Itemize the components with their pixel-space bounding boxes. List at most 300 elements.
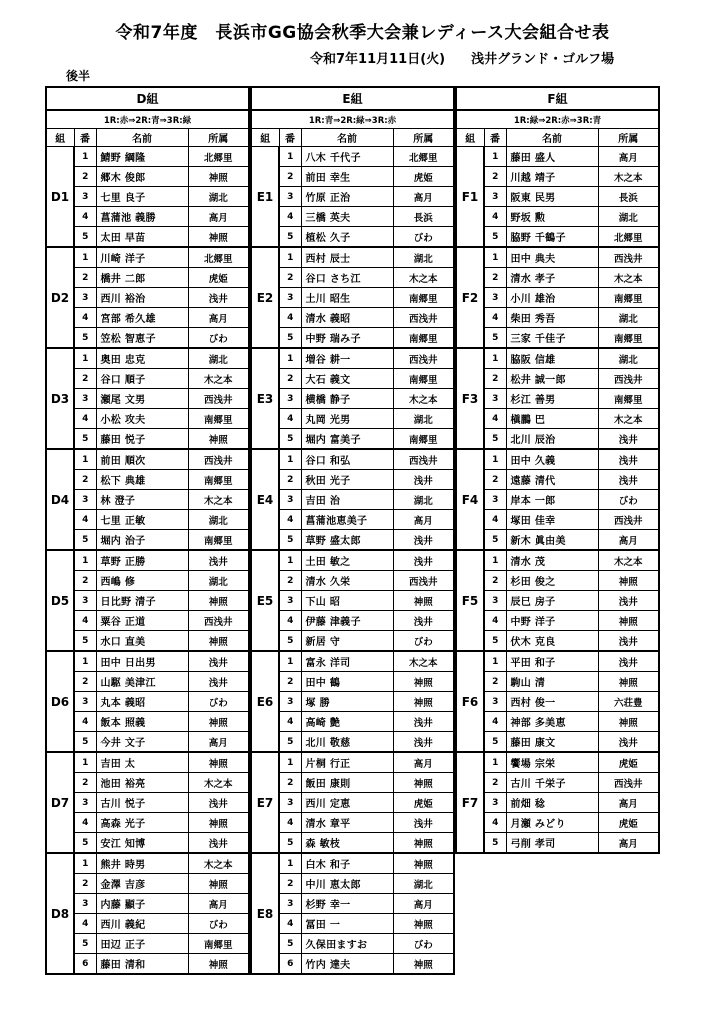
player-club: 南郷里 bbox=[598, 389, 659, 409]
table-row bbox=[46, 429, 249, 450]
player-name: 日比野 清子 bbox=[96, 591, 188, 611]
group-id: E6 bbox=[251, 651, 279, 752]
player-name: 森 敏枝 bbox=[301, 833, 393, 854]
player-name: 弓削 孝司 bbox=[506, 833, 598, 854]
player-club: 北郷里 bbox=[188, 247, 249, 268]
player-club: 木之本 bbox=[393, 651, 454, 672]
player-club: 西浅井 bbox=[598, 247, 659, 268]
player-club: 神照 bbox=[188, 631, 249, 652]
player-name: 田中 日出男 bbox=[96, 651, 188, 672]
table-row bbox=[46, 591, 249, 611]
player-club: 高月 bbox=[598, 530, 659, 551]
player-name: 菖蒲池 義勝 bbox=[96, 207, 188, 227]
player-name: 高森 光子 bbox=[96, 813, 188, 833]
player-club: 神照 bbox=[393, 853, 454, 874]
player-name: 小松 攻夫 bbox=[96, 409, 188, 429]
group-id: D1 bbox=[46, 147, 74, 248]
player-name: 冨田 一 bbox=[301, 914, 393, 934]
player-name: 堀内 富美子 bbox=[301, 429, 393, 450]
table-row bbox=[46, 894, 249, 914]
player-club: 木之本 bbox=[393, 389, 454, 409]
group-id: E2 bbox=[251, 247, 279, 348]
player-name: 田辺 正子 bbox=[96, 934, 188, 954]
player-club: 神照 bbox=[393, 591, 454, 611]
player-name: 熊井 時男 bbox=[96, 853, 188, 874]
player-number: 5 bbox=[74, 833, 96, 854]
player-club: 神照 bbox=[598, 611, 659, 631]
player-number: 3 bbox=[279, 288, 301, 308]
player-club: 浅井 bbox=[393, 530, 454, 551]
table-row bbox=[251, 409, 454, 429]
table-row bbox=[251, 954, 454, 975]
player-name: 松井 誠一郎 bbox=[506, 369, 598, 389]
round-rule: 1R:青⇒2R:緑⇒3R:赤 bbox=[251, 110, 454, 129]
player-number: 2 bbox=[279, 773, 301, 793]
table-row bbox=[251, 914, 454, 934]
player-number: 4 bbox=[484, 409, 506, 429]
table-row bbox=[456, 611, 659, 631]
player-number: 2 bbox=[74, 571, 96, 591]
player-name: 岸本 一郎 bbox=[506, 490, 598, 510]
player-number: 4 bbox=[74, 308, 96, 328]
table-row bbox=[456, 389, 659, 409]
group-id: E5 bbox=[251, 550, 279, 651]
player-name: 土田 敏之 bbox=[301, 550, 393, 571]
table-row bbox=[456, 429, 659, 450]
player-club: 南郷里 bbox=[188, 934, 249, 954]
player-club: 北郷里 bbox=[188, 147, 249, 167]
player-number: 5 bbox=[74, 631, 96, 652]
player-name: 内藤 顯子 bbox=[96, 894, 188, 914]
player-name: 伏木 克良 bbox=[506, 631, 598, 652]
player-number: 2 bbox=[484, 268, 506, 288]
player-number: 4 bbox=[279, 409, 301, 429]
player-club: 西浅井 bbox=[188, 449, 249, 470]
player-name: 杉田 俊之 bbox=[506, 571, 598, 591]
player-number: 2 bbox=[74, 672, 96, 692]
player-club: びわ bbox=[188, 328, 249, 349]
player-name: 丸本 義昭 bbox=[96, 692, 188, 712]
table-row bbox=[46, 247, 249, 268]
player-number: 1 bbox=[484, 147, 506, 167]
table-row bbox=[251, 227, 454, 248]
table-row bbox=[251, 894, 454, 914]
table-row bbox=[456, 773, 659, 793]
table-row bbox=[46, 712, 249, 732]
player-club: 高月 bbox=[598, 833, 659, 854]
player-club: びわ bbox=[598, 490, 659, 510]
player-name: 吉田 太 bbox=[96, 752, 188, 773]
player-name: 田中 久義 bbox=[506, 449, 598, 470]
player-number: 3 bbox=[74, 692, 96, 712]
table-row bbox=[46, 672, 249, 692]
player-club: 南郷里 bbox=[188, 470, 249, 490]
column-header-club: 所属 bbox=[393, 129, 454, 147]
player-number: 4 bbox=[484, 813, 506, 833]
player-name: 橋井 二郎 bbox=[96, 268, 188, 288]
table-row bbox=[46, 510, 249, 530]
table-row bbox=[46, 571, 249, 591]
player-name: 郷木 俊郎 bbox=[96, 167, 188, 187]
player-name: 三家 千佳子 bbox=[506, 328, 598, 349]
table-row bbox=[251, 207, 454, 227]
player-number: 2 bbox=[484, 167, 506, 187]
table-row bbox=[456, 530, 659, 551]
group-id: F2 bbox=[456, 247, 484, 348]
player-number: 3 bbox=[484, 389, 506, 409]
player-name: 清水 章平 bbox=[301, 813, 393, 833]
player-club: 浅井 bbox=[188, 651, 249, 672]
player-number: 5 bbox=[279, 429, 301, 450]
table-row bbox=[456, 470, 659, 490]
table-row bbox=[456, 752, 659, 773]
player-number: 1 bbox=[279, 147, 301, 167]
table-row bbox=[456, 449, 659, 470]
table-row bbox=[251, 611, 454, 631]
table-row bbox=[251, 833, 454, 854]
table-row bbox=[251, 853, 454, 874]
player-club: 神照 bbox=[393, 692, 454, 712]
player-club: 南郷里 bbox=[393, 328, 454, 349]
player-name: 清水 久栄 bbox=[301, 571, 393, 591]
player-club: 高月 bbox=[598, 793, 659, 813]
player-name: 藤田 清和 bbox=[96, 954, 188, 975]
player-club: 西浅井 bbox=[598, 510, 659, 530]
player-number: 3 bbox=[74, 389, 96, 409]
table-row bbox=[251, 389, 454, 409]
player-club: 湖北 bbox=[188, 510, 249, 530]
player-club: 南郷里 bbox=[188, 409, 249, 429]
table-row bbox=[46, 692, 249, 712]
group-id: D8 bbox=[46, 853, 74, 974]
table-row bbox=[46, 773, 249, 793]
player-club: 湖北 bbox=[393, 490, 454, 510]
player-name: 増谷 耕一 bbox=[301, 348, 393, 369]
player-club: 浅井 bbox=[598, 732, 659, 753]
group-id: F7 bbox=[456, 752, 484, 853]
table-row bbox=[251, 692, 454, 712]
player-club: 浅井 bbox=[188, 833, 249, 854]
player-club: 神照 bbox=[188, 874, 249, 894]
player-number: 3 bbox=[74, 490, 96, 510]
player-name: 西村 辰士 bbox=[301, 247, 393, 268]
table-row bbox=[251, 348, 454, 369]
player-name: 辰巳 房子 bbox=[506, 591, 598, 611]
table-row bbox=[456, 207, 659, 227]
player-club: 神照 bbox=[598, 712, 659, 732]
player-number: 5 bbox=[74, 934, 96, 954]
player-name: 三橋 英夫 bbox=[301, 207, 393, 227]
page-title: 令和7年度 長浜市GG協会秋季大会兼レディース大会組合せ表 bbox=[115, 23, 610, 43]
player-name: 饗場 宗栄 bbox=[506, 752, 598, 773]
player-number: 5 bbox=[484, 530, 506, 551]
player-name: 柴田 秀吾 bbox=[506, 308, 598, 328]
player-club: 西浅井 bbox=[393, 571, 454, 591]
player-number: 3 bbox=[484, 793, 506, 813]
table-row bbox=[456, 348, 659, 369]
player-number: 1 bbox=[279, 550, 301, 571]
player-number: 4 bbox=[74, 510, 96, 530]
column-header-club: 所属 bbox=[188, 129, 249, 147]
player-number: 2 bbox=[484, 672, 506, 692]
table-row bbox=[251, 187, 454, 207]
player-number: 2 bbox=[74, 167, 96, 187]
player-club: 高月 bbox=[188, 308, 249, 328]
player-club: 浅井 bbox=[393, 813, 454, 833]
player-number: 1 bbox=[484, 550, 506, 571]
group-id: D7 bbox=[46, 752, 74, 853]
player-club: びわ bbox=[393, 631, 454, 652]
table-row bbox=[456, 651, 659, 672]
player-number: 1 bbox=[74, 147, 96, 167]
player-number: 2 bbox=[74, 874, 96, 894]
player-club: 神照 bbox=[393, 954, 454, 975]
player-name: 藤田 悦子 bbox=[96, 429, 188, 450]
player-club: 木之本 bbox=[393, 268, 454, 288]
player-number: 4 bbox=[74, 409, 96, 429]
player-club: 虎姫 bbox=[393, 167, 454, 187]
player-club: 木之本 bbox=[188, 369, 249, 389]
player-name: 槇鵬 巴 bbox=[506, 409, 598, 429]
player-number: 2 bbox=[279, 874, 301, 894]
player-club: 神照 bbox=[188, 712, 249, 732]
table-row bbox=[456, 631, 659, 652]
player-number: 1 bbox=[279, 348, 301, 369]
player-club: 浅井 bbox=[598, 631, 659, 652]
player-club: 神照 bbox=[188, 167, 249, 187]
table-row bbox=[456, 187, 659, 207]
player-club: 南郷里 bbox=[393, 429, 454, 450]
player-name: 金澤 吉彦 bbox=[96, 874, 188, 894]
column-header-group: 組 bbox=[456, 129, 484, 147]
table-row bbox=[46, 954, 249, 975]
player-club: 浅井 bbox=[598, 449, 659, 470]
table-row bbox=[251, 510, 454, 530]
player-number: 1 bbox=[74, 449, 96, 470]
player-name: 植松 久子 bbox=[301, 227, 393, 248]
table-row bbox=[46, 348, 249, 369]
player-club: 浅井 bbox=[598, 651, 659, 672]
player-number: 5 bbox=[74, 732, 96, 753]
player-name: 阪東 民男 bbox=[506, 187, 598, 207]
player-number: 4 bbox=[279, 308, 301, 328]
player-club: 長浜 bbox=[393, 207, 454, 227]
player-number: 4 bbox=[484, 510, 506, 530]
table-row bbox=[456, 147, 659, 167]
player-club: 神照 bbox=[598, 672, 659, 692]
player-club: 湖北 bbox=[188, 187, 249, 207]
player-name: 清水 義昭 bbox=[301, 308, 393, 328]
player-number: 4 bbox=[74, 207, 96, 227]
player-name: 吉田 治 bbox=[301, 490, 393, 510]
player-name: 下山 昭 bbox=[301, 591, 393, 611]
player-number: 5 bbox=[74, 429, 96, 450]
table-row bbox=[251, 732, 454, 753]
table-row bbox=[46, 530, 249, 551]
player-number: 4 bbox=[484, 611, 506, 631]
player-number: 3 bbox=[74, 591, 96, 611]
player-number: 2 bbox=[484, 571, 506, 591]
player-club: 北郷里 bbox=[393, 147, 454, 167]
player-number: 1 bbox=[74, 247, 96, 268]
player-club: 浅井 bbox=[393, 550, 454, 571]
player-name: 藤田 康文 bbox=[506, 732, 598, 753]
player-club: 神照 bbox=[188, 954, 249, 975]
player-number: 6 bbox=[279, 954, 301, 975]
player-club: 神照 bbox=[598, 571, 659, 591]
player-number: 4 bbox=[279, 510, 301, 530]
player-club: 木之本 bbox=[188, 853, 249, 874]
player-name: 七里 良子 bbox=[96, 187, 188, 207]
player-club: びわ bbox=[393, 227, 454, 248]
group-id: E3 bbox=[251, 348, 279, 449]
table-row bbox=[456, 833, 659, 854]
player-club: 長浜 bbox=[598, 187, 659, 207]
block-title: F組 bbox=[456, 87, 659, 110]
player-name: 横橋 静子 bbox=[301, 389, 393, 409]
player-name: 土川 昭生 bbox=[301, 288, 393, 308]
column-header-group: 組 bbox=[46, 129, 74, 147]
player-name: 西村 俊一 bbox=[506, 692, 598, 712]
player-number: 2 bbox=[279, 369, 301, 389]
block-e bbox=[250, 86, 453, 975]
player-club: 湖北 bbox=[393, 874, 454, 894]
venue: 浅井グランド・ゴルフ場 bbox=[471, 52, 615, 67]
player-number: 2 bbox=[74, 369, 96, 389]
table-row bbox=[251, 934, 454, 954]
player-number: 2 bbox=[279, 470, 301, 490]
round-rule: 1R:緑⇒2R:赤⇒3R:青 bbox=[456, 110, 659, 129]
player-number: 2 bbox=[279, 571, 301, 591]
player-number: 2 bbox=[74, 268, 96, 288]
table-row bbox=[46, 288, 249, 308]
player-name: 松下 典雄 bbox=[96, 470, 188, 490]
player-club: 西浅井 bbox=[393, 348, 454, 369]
player-name: 前畑 稔 bbox=[506, 793, 598, 813]
player-number: 5 bbox=[279, 833, 301, 854]
table-row bbox=[456, 672, 659, 692]
player-club: 北郷里 bbox=[598, 227, 659, 248]
player-name: 七里 正敏 bbox=[96, 510, 188, 530]
player-name: 水口 直美 bbox=[96, 631, 188, 652]
player-club: 浅井 bbox=[393, 470, 454, 490]
player-club: 神照 bbox=[393, 773, 454, 793]
player-club: 高月 bbox=[598, 147, 659, 167]
player-number: 6 bbox=[74, 954, 96, 975]
player-club: 浅井 bbox=[598, 470, 659, 490]
player-club: 浅井 bbox=[598, 591, 659, 611]
table-row bbox=[456, 692, 659, 712]
player-number: 3 bbox=[484, 187, 506, 207]
player-club: 浅井 bbox=[393, 732, 454, 753]
table-row bbox=[46, 934, 249, 954]
table-row bbox=[456, 227, 659, 248]
player-club: 西浅井 bbox=[188, 611, 249, 631]
player-number: 4 bbox=[279, 611, 301, 631]
player-number: 1 bbox=[74, 853, 96, 874]
table-row bbox=[456, 247, 659, 268]
table-row bbox=[251, 490, 454, 510]
player-name: 太田 早苗 bbox=[96, 227, 188, 248]
player-name: 草野 盛太郎 bbox=[301, 530, 393, 551]
player-club: 木之本 bbox=[598, 409, 659, 429]
player-name: 草野 正勝 bbox=[96, 550, 188, 571]
table-row bbox=[456, 813, 659, 833]
player-club: 高月 bbox=[188, 732, 249, 753]
player-number: 3 bbox=[74, 894, 96, 914]
column-header-name: 名前 bbox=[506, 129, 598, 147]
table-row bbox=[251, 591, 454, 611]
player-club: 神照 bbox=[188, 591, 249, 611]
player-club: 虎姫 bbox=[188, 268, 249, 288]
table-row bbox=[251, 813, 454, 833]
table-row bbox=[46, 207, 249, 227]
player-club: 虎姫 bbox=[598, 752, 659, 773]
table-row bbox=[46, 268, 249, 288]
player-number: 5 bbox=[74, 328, 96, 349]
player-number: 1 bbox=[279, 651, 301, 672]
table-row bbox=[46, 914, 249, 934]
player-club: 南郷里 bbox=[188, 530, 249, 551]
player-number: 3 bbox=[279, 389, 301, 409]
player-name: 藤田 盛人 bbox=[506, 147, 598, 167]
group-id: D4 bbox=[46, 449, 74, 550]
player-number: 3 bbox=[74, 187, 96, 207]
column-header-name: 名前 bbox=[96, 129, 188, 147]
group-id: D3 bbox=[46, 348, 74, 449]
player-name: 西嶋 修 bbox=[96, 571, 188, 591]
table-row bbox=[251, 308, 454, 328]
player-club: 湖北 bbox=[188, 348, 249, 369]
player-club: びわ bbox=[188, 692, 249, 712]
half-label: 後半 bbox=[66, 69, 91, 83]
block-title: E組 bbox=[251, 87, 454, 110]
player-name: 八木 千代子 bbox=[301, 147, 393, 167]
player-number: 5 bbox=[74, 530, 96, 551]
player-name: 脇阪 信雄 bbox=[506, 348, 598, 369]
player-club: 湖北 bbox=[393, 409, 454, 429]
player-club: 木之本 bbox=[598, 167, 659, 187]
player-club: 南郷里 bbox=[598, 288, 659, 308]
player-name: 田中 典夫 bbox=[506, 247, 598, 268]
player-name: 粟谷 正道 bbox=[96, 611, 188, 631]
group-id: F4 bbox=[456, 449, 484, 550]
player-club: 高月 bbox=[393, 752, 454, 773]
player-club: 浅井 bbox=[393, 611, 454, 631]
player-name: 高崎 艶 bbox=[301, 712, 393, 732]
player-name: 塚田 佳幸 bbox=[506, 510, 598, 530]
table-row bbox=[251, 752, 454, 773]
player-number: 5 bbox=[279, 732, 301, 753]
player-name: 西川 義紀 bbox=[96, 914, 188, 934]
player-club: 湖北 bbox=[598, 308, 659, 328]
player-club: 神照 bbox=[188, 752, 249, 773]
player-number: 3 bbox=[279, 591, 301, 611]
player-number: 3 bbox=[74, 288, 96, 308]
player-club: 虎姫 bbox=[598, 813, 659, 833]
group-table bbox=[250, 86, 455, 975]
player-number: 4 bbox=[484, 308, 506, 328]
player-club: 神照 bbox=[188, 429, 249, 450]
player-name: 駒山 清 bbox=[506, 672, 598, 692]
player-name: 脇野 千鶴子 bbox=[506, 227, 598, 248]
player-club: 南郷里 bbox=[393, 369, 454, 389]
player-name: 伊藤 津義子 bbox=[301, 611, 393, 631]
player-club: 高月 bbox=[393, 894, 454, 914]
group-id: F1 bbox=[456, 147, 484, 248]
player-name: 秋田 光子 bbox=[301, 470, 393, 490]
group-id: E1 bbox=[251, 147, 279, 248]
